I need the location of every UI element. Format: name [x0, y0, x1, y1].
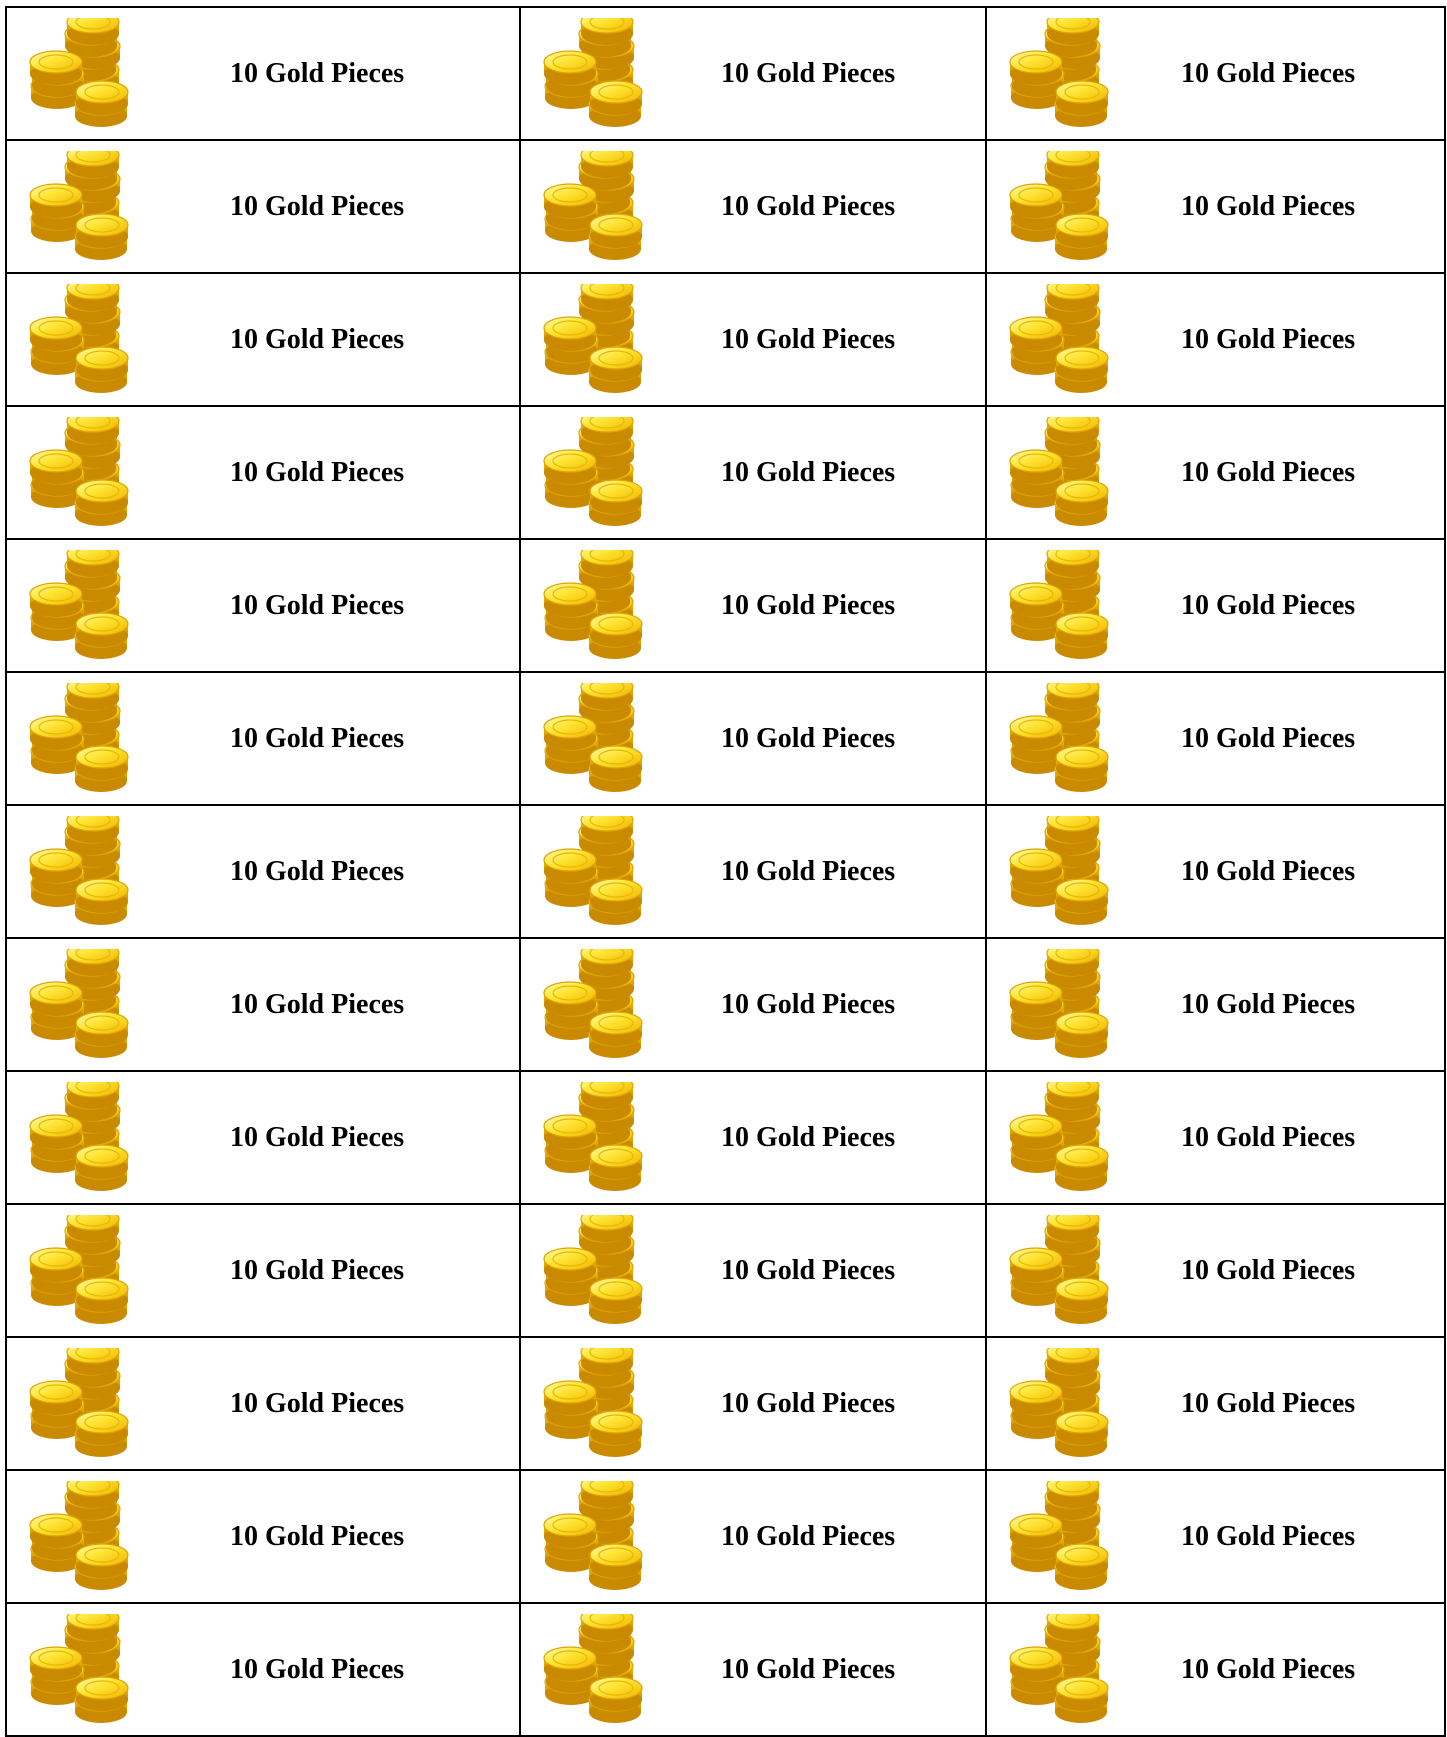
gold-coins-stack-icon [27, 683, 137, 795]
card-row [6, 7, 1445, 140]
gold-coins-stack-icon [1007, 683, 1117, 795]
gold-coins-stack-icon [1007, 284, 1117, 396]
gold-pieces-label: 10 Gold Pieces [1181, 722, 1356, 754]
gold-pieces-card [6, 1071, 520, 1204]
gold-pieces-card [6, 7, 520, 140]
card-row [6, 1337, 1445, 1470]
gold-pieces-label: 10 Gold Pieces [721, 1520, 896, 1552]
gold-pieces-label: 10 Gold Pieces [230, 589, 405, 621]
gold-pieces-card [6, 1470, 520, 1603]
gold-coins-stack-icon [1007, 1082, 1117, 1194]
gold-coins-stack-icon [27, 1348, 137, 1460]
gold-pieces-label: 10 Gold Pieces [230, 722, 405, 754]
card-content [7, 1205, 519, 1336]
gold-pieces-label: 10 Gold Pieces [1181, 1387, 1356, 1419]
card-content [987, 540, 1444, 671]
card-content [521, 8, 985, 139]
card-row [6, 672, 1445, 805]
card-content [987, 1072, 1444, 1203]
gold-pieces-label: 10 Gold Pieces [1181, 1520, 1356, 1552]
gold-pieces-card [520, 140, 986, 273]
gold-pieces-card-sheet [5, 6, 1446, 1737]
gold-pieces-card [520, 7, 986, 140]
gold-pieces-label: 10 Gold Pieces [1181, 456, 1356, 488]
card-content [7, 1471, 519, 1602]
card-content [521, 540, 985, 671]
gold-coins-stack-icon [27, 417, 137, 529]
card-row [6, 273, 1445, 406]
gold-coins-stack-icon [27, 1215, 137, 1327]
gold-pieces-card [520, 938, 986, 1071]
gold-pieces-label: 10 Gold Pieces [721, 1121, 896, 1153]
gold-pieces-card [6, 1603, 520, 1736]
gold-pieces-card [520, 273, 986, 406]
gold-pieces-card [986, 805, 1445, 938]
card-content [987, 1471, 1444, 1602]
gold-pieces-label: 10 Gold Pieces [1181, 57, 1356, 89]
gold-pieces-card [986, 672, 1445, 805]
gold-coins-stack-icon [27, 1481, 137, 1593]
card-content [7, 673, 519, 804]
gold-coins-stack-icon [27, 1082, 137, 1194]
gold-pieces-label: 10 Gold Pieces [721, 323, 896, 355]
gold-pieces-label: 10 Gold Pieces [230, 1387, 405, 1419]
card-row [6, 1603, 1445, 1736]
gold-pieces-card [520, 1337, 986, 1470]
card-content [521, 673, 985, 804]
gold-pieces-card [986, 1204, 1445, 1337]
card-content [521, 1604, 985, 1735]
gold-pieces-label: 10 Gold Pieces [1181, 1653, 1356, 1685]
gold-pieces-card [520, 805, 986, 938]
card-row [6, 805, 1445, 938]
gold-coins-stack-icon [541, 1215, 651, 1327]
card-content [521, 1471, 985, 1602]
gold-pieces-card [986, 1470, 1445, 1603]
gold-pieces-label: 10 Gold Pieces [1181, 589, 1356, 621]
gold-coins-stack-icon [541, 550, 651, 662]
gold-coins-stack-icon [27, 284, 137, 396]
card-content [521, 1338, 985, 1469]
gold-pieces-card [6, 273, 520, 406]
gold-pieces-label: 10 Gold Pieces [1181, 855, 1356, 887]
card-content [521, 141, 985, 272]
card-content [521, 939, 985, 1070]
gold-coins-stack-icon [541, 284, 651, 396]
card-content [7, 540, 519, 671]
card-content [521, 1205, 985, 1336]
gold-pieces-card [986, 273, 1445, 406]
gold-pieces-label: 10 Gold Pieces [230, 1121, 405, 1153]
gold-pieces-label: 10 Gold Pieces [721, 722, 896, 754]
gold-coins-stack-icon [27, 151, 137, 263]
gold-pieces-card [520, 406, 986, 539]
gold-pieces-card [986, 1337, 1445, 1470]
gold-pieces-card [986, 938, 1445, 1071]
card-content [987, 274, 1444, 405]
gold-pieces-card [520, 672, 986, 805]
gold-coins-stack-icon [1007, 1614, 1117, 1726]
gold-coins-stack-icon [541, 1614, 651, 1726]
gold-coins-stack-icon [541, 1082, 651, 1194]
card-content [521, 806, 985, 937]
card-sheet-body [6, 7, 1445, 1736]
card-content [7, 407, 519, 538]
gold-coins-stack-icon [541, 949, 651, 1061]
gold-pieces-card [6, 1204, 520, 1337]
gold-coins-stack-icon [541, 18, 651, 130]
gold-pieces-label: 10 Gold Pieces [1181, 988, 1356, 1020]
gold-pieces-label: 10 Gold Pieces [721, 589, 896, 621]
gold-pieces-label: 10 Gold Pieces [230, 1520, 405, 1552]
card-content [987, 141, 1444, 272]
gold-coins-stack-icon [541, 417, 651, 529]
gold-pieces-label: 10 Gold Pieces [1181, 1254, 1356, 1286]
gold-pieces-card [520, 1603, 986, 1736]
gold-coins-stack-icon [1007, 1481, 1117, 1593]
gold-pieces-card [986, 1071, 1445, 1204]
gold-coins-stack-icon [1007, 550, 1117, 662]
card-content [7, 8, 519, 139]
gold-pieces-label: 10 Gold Pieces [230, 1254, 405, 1286]
gold-pieces-label: 10 Gold Pieces [721, 988, 896, 1020]
card-row [6, 938, 1445, 1071]
card-content [7, 141, 519, 272]
card-content [987, 673, 1444, 804]
gold-coins-stack-icon [27, 1614, 137, 1726]
card-content [7, 939, 519, 1070]
gold-pieces-label: 10 Gold Pieces [1181, 1121, 1356, 1153]
gold-pieces-label: 10 Gold Pieces [230, 855, 405, 887]
card-content [987, 939, 1444, 1070]
gold-coins-stack-icon [1007, 417, 1117, 529]
card-content [7, 274, 519, 405]
gold-coins-stack-icon [1007, 949, 1117, 1061]
card-content [7, 806, 519, 937]
gold-pieces-label: 10 Gold Pieces [230, 190, 405, 222]
gold-pieces-label: 10 Gold Pieces [721, 57, 896, 89]
gold-coins-stack-icon [1007, 1215, 1117, 1327]
gold-coins-stack-icon [541, 1348, 651, 1460]
gold-pieces-label: 10 Gold Pieces [721, 1387, 896, 1419]
gold-pieces-card [520, 539, 986, 672]
gold-coins-stack-icon [1007, 1348, 1117, 1460]
card-row [6, 539, 1445, 672]
card-content [521, 407, 985, 538]
card-row [6, 140, 1445, 273]
gold-coins-stack-icon [541, 683, 651, 795]
gold-pieces-card [6, 140, 520, 273]
gold-pieces-label: 10 Gold Pieces [721, 190, 896, 222]
gold-pieces-card [6, 406, 520, 539]
gold-pieces-card [6, 1337, 520, 1470]
gold-coins-stack-icon [27, 18, 137, 130]
gold-pieces-label: 10 Gold Pieces [1181, 323, 1356, 355]
card-content [521, 1072, 985, 1203]
card-content [987, 1338, 1444, 1469]
gold-pieces-card [520, 1071, 986, 1204]
gold-coins-stack-icon [541, 816, 651, 928]
card-content [987, 8, 1444, 139]
gold-pieces-label: 10 Gold Pieces [1181, 190, 1356, 222]
gold-pieces-card [986, 7, 1445, 140]
card-content [7, 1072, 519, 1203]
gold-coins-stack-icon [1007, 18, 1117, 130]
gold-pieces-label: 10 Gold Pieces [230, 988, 405, 1020]
gold-pieces-label: 10 Gold Pieces [230, 456, 405, 488]
gold-pieces-card [520, 1204, 986, 1337]
gold-pieces-card [986, 140, 1445, 273]
card-content [987, 806, 1444, 937]
card-content [987, 1205, 1444, 1336]
gold-pieces-label: 10 Gold Pieces [721, 1254, 896, 1286]
gold-pieces-card [6, 938, 520, 1071]
card-content [7, 1338, 519, 1469]
card-content [521, 274, 985, 405]
gold-pieces-label: 10 Gold Pieces [721, 456, 896, 488]
gold-pieces-card [6, 672, 520, 805]
card-row [6, 1071, 1445, 1204]
gold-coins-stack-icon [27, 949, 137, 1061]
gold-coins-stack-icon [1007, 816, 1117, 928]
gold-pieces-label: 10 Gold Pieces [721, 1653, 896, 1685]
gold-pieces-label: 10 Gold Pieces [230, 323, 405, 355]
card-content [987, 1604, 1444, 1735]
card-content [7, 1604, 519, 1735]
card-row [6, 406, 1445, 539]
gold-pieces-label: 10 Gold Pieces [230, 57, 405, 89]
card-row [6, 1204, 1445, 1337]
gold-pieces-card [6, 539, 520, 672]
gold-coins-stack-icon [27, 550, 137, 662]
gold-pieces-label: 10 Gold Pieces [230, 1653, 405, 1685]
card-row [6, 1470, 1445, 1603]
gold-coins-stack-icon [541, 151, 651, 263]
card-content [987, 407, 1444, 538]
gold-pieces-card [986, 406, 1445, 539]
gold-pieces-card [6, 805, 520, 938]
gold-coins-stack-icon [27, 816, 137, 928]
gold-coins-stack-icon [541, 1481, 651, 1593]
gold-coins-stack-icon [1007, 151, 1117, 263]
gold-pieces-card [986, 1603, 1445, 1736]
gold-pieces-label: 10 Gold Pieces [721, 855, 896, 887]
gold-pieces-card [986, 539, 1445, 672]
gold-pieces-card [520, 1470, 986, 1603]
